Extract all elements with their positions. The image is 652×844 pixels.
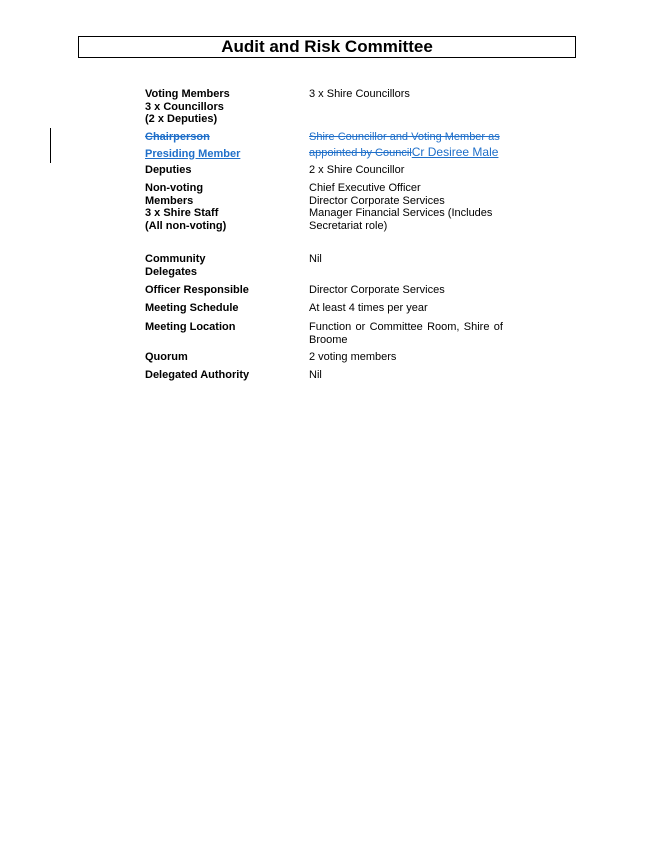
word: or: [355, 321, 366, 333]
deleted-value-line: appointed by Council: [309, 146, 412, 159]
delegated-authority-value: Nil: [309, 369, 322, 381]
value-line: Director Corporate Services: [309, 194, 445, 207]
inserted-value-cr-desiree-male: Cr Desiree Male: [411, 144, 499, 159]
label-line: Non-voting: [145, 182, 204, 194]
label-line: Members: [145, 194, 194, 207]
label-line: Community: [145, 253, 206, 265]
officer-responsible-value: Director Corporate Services: [309, 284, 445, 296]
voting-members-value: [309, 88, 509, 101]
word: Room,: [427, 321, 460, 333]
label-line: 3 x Councillors: [145, 100, 224, 113]
label-line: (2 x Deputies): [145, 113, 218, 125]
inserted-label-presiding-member: Presiding Member: [145, 147, 241, 160]
value-line: 3 x Shire Councillors: [309, 88, 410, 100]
value-line: Chief Executive Officer: [309, 182, 421, 194]
deleted-value-line: Shire Councillor and Voting Member as: [309, 131, 500, 143]
presiding-member-label: [145, 131, 305, 160]
word: Shire: [463, 321, 490, 333]
value-line: Secretariat role): [309, 219, 388, 232]
non-voting-label: [145, 182, 305, 232]
presiding-member-value: [309, 131, 509, 159]
value-line: Manager Financial Services (Includes: [309, 207, 493, 219]
page-title: Audit and Risk Committee: [78, 36, 576, 58]
label-line: 3 x Shire Staff: [145, 207, 219, 219]
value-line: Broome: [309, 333, 348, 346]
word: Committee: [369, 321, 423, 333]
label-line: Voting Members: [145, 88, 230, 100]
label-line: (All non-voting): [145, 219, 227, 232]
quorum-value: 2 voting members: [309, 351, 397, 363]
meeting-location-label: Meeting Location: [145, 321, 236, 333]
meeting-schedule-label: Meeting Schedule: [145, 302, 239, 314]
change-bar: [50, 128, 51, 163]
voting-members-label: [145, 88, 305, 126]
deputies-value: 2 x Shire Councillor: [309, 164, 405, 176]
label-line: Delegates: [145, 265, 197, 278]
delegated-authority-label: Delegated Authority: [145, 369, 250, 381]
word: of: [493, 321, 503, 333]
community-delegates-label: [145, 253, 305, 278]
word: Function: [309, 321, 352, 333]
non-voting-value: [309, 182, 509, 232]
community-delegates-value: Nil: [309, 253, 322, 265]
meeting-schedule-value: At least 4 times per year: [309, 302, 428, 314]
officer-responsible-label: Officer Responsible: [145, 284, 249, 296]
meeting-location-value: [309, 321, 509, 346]
deputies-label: Deputies: [145, 164, 192, 176]
value-line-justified: [309, 321, 503, 334]
deleted-label-chairperson: Chairperson: [145, 131, 210, 143]
quorum-label: Quorum: [145, 351, 188, 363]
